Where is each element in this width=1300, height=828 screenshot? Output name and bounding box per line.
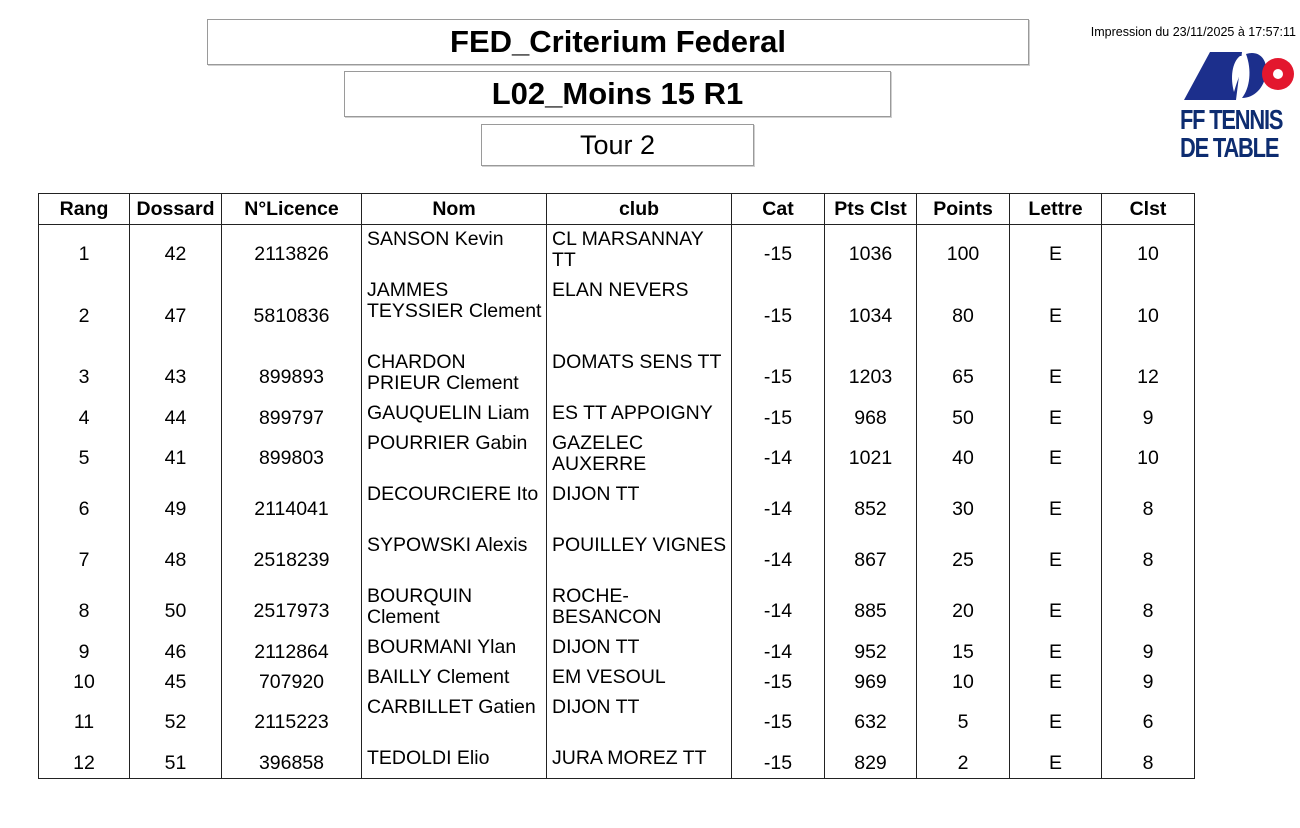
column-header-pts-clst: Pts Clst — [825, 194, 917, 225]
cell-clst: 8 — [1102, 484, 1195, 535]
table-row — [39, 403, 1195, 433]
column-header-clst: Clst — [1102, 194, 1195, 225]
cell-cat: -14 — [732, 586, 825, 637]
cell-nom: TEDOLDI Elio — [362, 748, 547, 779]
table-row — [39, 280, 1195, 352]
cell-lettre: E — [1010, 225, 1102, 281]
cell-club: DOMATS SENS TT — [547, 352, 732, 403]
cell-dossard: 51 — [130, 748, 222, 779]
cell-clst: 10 — [1102, 280, 1195, 352]
cell-clst: 9 — [1102, 667, 1195, 697]
cell-licence: 396858 — [222, 748, 362, 779]
cell-club: EM VESOUL — [547, 667, 732, 697]
category-title: L02_Moins 15 R1 — [344, 71, 891, 117]
cell-licence: 2517973 — [222, 586, 362, 637]
cell-rang: 1 — [39, 225, 130, 281]
cell-licence: 2114041 — [222, 484, 362, 535]
cell-licence: 899803 — [222, 433, 362, 484]
cell-licence: 2115223 — [222, 697, 362, 748]
cell-clst: 12 — [1102, 352, 1195, 403]
cell-club: DIJON TT — [547, 697, 732, 748]
cell-rang: 4 — [39, 403, 130, 433]
results-table — [38, 193, 1195, 779]
cell-nom: BAILLY Clement — [362, 667, 547, 697]
cell-nom: SANSON Kevin — [362, 225, 547, 281]
cell-points: 25 — [917, 535, 1010, 586]
table-row — [39, 535, 1195, 586]
results-body — [39, 225, 1195, 779]
cell-club: DIJON TT — [547, 484, 732, 535]
cell-cat: -15 — [732, 667, 825, 697]
logo-text-line1: FF TENNIS — [1180, 104, 1283, 135]
round-title: Tour 2 — [481, 124, 754, 166]
cell-clst: 8 — [1102, 748, 1195, 779]
cell-pts-clst: 968 — [825, 403, 917, 433]
column-header-lettre: Lettre — [1010, 194, 1102, 225]
cell-dossard: 47 — [130, 280, 222, 352]
cell-lettre: E — [1010, 748, 1102, 779]
cell-dossard: 49 — [130, 484, 222, 535]
cell-pts-clst: 867 — [825, 535, 917, 586]
cell-pts-clst: 852 — [825, 484, 917, 535]
fftt-logo — [1180, 50, 1296, 165]
cell-licence: 899797 — [222, 403, 362, 433]
cell-points: 10 — [917, 667, 1010, 697]
cell-points: 100 — [917, 225, 1010, 281]
cell-licence: 2112864 — [222, 637, 362, 667]
cell-club: CL MARSANNAY TT — [547, 225, 732, 281]
cell-club: JURA MOREZ TT — [547, 748, 732, 779]
cell-cat: -15 — [732, 352, 825, 403]
column-header-dossard: Dossard — [130, 194, 222, 225]
cell-cat: -14 — [732, 484, 825, 535]
cell-cat: -15 — [732, 403, 825, 433]
table-row — [39, 586, 1195, 637]
cell-licence: 2518239 — [222, 535, 362, 586]
logo-text-line2: DE TABLE — [1180, 132, 1279, 163]
cell-lettre: E — [1010, 697, 1102, 748]
cell-rang: 8 — [39, 586, 130, 637]
cell-club: POUILLEY VIGNES — [547, 535, 732, 586]
cell-lettre: E — [1010, 352, 1102, 403]
cell-lettre: E — [1010, 403, 1102, 433]
column-header-cat: Cat — [732, 194, 825, 225]
cell-dossard: 48 — [130, 535, 222, 586]
column-header-club: club — [547, 194, 732, 225]
cell-clst: 9 — [1102, 637, 1195, 667]
cell-nom: BOURQUIN Clement — [362, 586, 547, 637]
cell-clst: 10 — [1102, 433, 1195, 484]
cell-clst: 8 — [1102, 586, 1195, 637]
cell-lettre: E — [1010, 433, 1102, 484]
cell-dossard: 44 — [130, 403, 222, 433]
table-row — [39, 637, 1195, 667]
cell-nom: POURRIER Gabin — [362, 433, 547, 484]
cell-nom: GAUQUELIN Liam — [362, 403, 547, 433]
table-header-row — [39, 194, 1195, 225]
cell-pts-clst: 885 — [825, 586, 917, 637]
cell-dossard: 52 — [130, 697, 222, 748]
cell-club: GAZELEC AUXERRE — [547, 433, 732, 484]
cell-licence: 899893 — [222, 352, 362, 403]
column-header-nom: Nom — [362, 194, 547, 225]
cell-licence: 707920 — [222, 667, 362, 697]
cell-cat: -15 — [732, 280, 825, 352]
table-row — [39, 748, 1195, 779]
table-row — [39, 352, 1195, 403]
cell-rang: 9 — [39, 637, 130, 667]
cell-club: DIJON TT — [547, 637, 732, 667]
cell-pts-clst: 969 — [825, 667, 917, 697]
cell-points: 65 — [917, 352, 1010, 403]
table-row — [39, 697, 1195, 748]
cell-nom: SYPOWSKI Alexis — [362, 535, 547, 586]
cell-cat: -15 — [732, 225, 825, 281]
cell-pts-clst: 952 — [825, 637, 917, 667]
cell-rang: 3 — [39, 352, 130, 403]
cell-dossard: 50 — [130, 586, 222, 637]
cell-points: 30 — [917, 484, 1010, 535]
table-row — [39, 433, 1195, 484]
cell-lettre: E — [1010, 484, 1102, 535]
cell-points: 50 — [917, 403, 1010, 433]
cell-lettre: E — [1010, 535, 1102, 586]
cell-nom: JAMMES TEYSSIER Clement — [362, 280, 547, 352]
column-header-licence: N°Licence — [222, 194, 362, 225]
cell-club: ELAN NEVERS — [547, 280, 732, 352]
cell-dossard: 42 — [130, 225, 222, 281]
cell-points: 5 — [917, 697, 1010, 748]
competition-title: FED_Criterium Federal — [207, 19, 1029, 65]
cell-points: 80 — [917, 280, 1010, 352]
cell-lettre: E — [1010, 637, 1102, 667]
column-header-points: Points — [917, 194, 1010, 225]
cell-pts-clst: 1034 — [825, 280, 917, 352]
cell-dossard: 43 — [130, 352, 222, 403]
cell-cat: -14 — [732, 535, 825, 586]
cell-nom: CARBILLET Gatien — [362, 697, 547, 748]
cell-clst: 10 — [1102, 225, 1195, 281]
cell-points: 40 — [917, 433, 1010, 484]
cell-club: ES TT APPOIGNY — [547, 403, 732, 433]
cell-pts-clst: 632 — [825, 697, 917, 748]
cell-clst: 6 — [1102, 697, 1195, 748]
cell-lettre: E — [1010, 667, 1102, 697]
cell-pts-clst: 1036 — [825, 225, 917, 281]
table-row — [39, 225, 1195, 281]
cell-rang: 7 — [39, 535, 130, 586]
cell-pts-clst: 1021 — [825, 433, 917, 484]
cell-licence: 5810836 — [222, 280, 362, 352]
cell-cat: -15 — [732, 697, 825, 748]
cell-pts-clst: 1203 — [825, 352, 917, 403]
table-row — [39, 484, 1195, 535]
cell-dossard: 46 — [130, 637, 222, 667]
cell-rang: 2 — [39, 280, 130, 352]
cell-rang: 6 — [39, 484, 130, 535]
cell-club: ROCHE-BESANCON — [547, 586, 732, 637]
fftt-logo-icon — [1180, 50, 1296, 100]
cell-lettre: E — [1010, 280, 1102, 352]
cell-nom: CHARDON PRIEUR Clement — [362, 352, 547, 403]
table-row — [39, 667, 1195, 697]
cell-dossard: 45 — [130, 667, 222, 697]
cell-rang: 11 — [39, 697, 130, 748]
cell-dossard: 41 — [130, 433, 222, 484]
cell-pts-clst: 829 — [825, 748, 917, 779]
print-date: Impression du 23/11/2025 à 17:57:11 — [1090, 25, 1296, 39]
cell-points: 2 — [917, 748, 1010, 779]
cell-rang: 12 — [39, 748, 130, 779]
cell-rang: 10 — [39, 667, 130, 697]
cell-nom: DECOURCIERE Ito — [362, 484, 547, 535]
cell-cat: -15 — [732, 748, 825, 779]
cell-cat: -14 — [732, 637, 825, 667]
cell-nom: BOURMANI Ylan — [362, 637, 547, 667]
cell-clst: 8 — [1102, 535, 1195, 586]
cell-cat: -14 — [732, 433, 825, 484]
cell-points: 15 — [917, 637, 1010, 667]
cell-rang: 5 — [39, 433, 130, 484]
cell-lettre: E — [1010, 586, 1102, 637]
cell-points: 20 — [917, 586, 1010, 637]
column-header-rang: Rang — [39, 194, 130, 225]
cell-clst: 9 — [1102, 403, 1195, 433]
cell-licence: 2113826 — [222, 225, 362, 281]
